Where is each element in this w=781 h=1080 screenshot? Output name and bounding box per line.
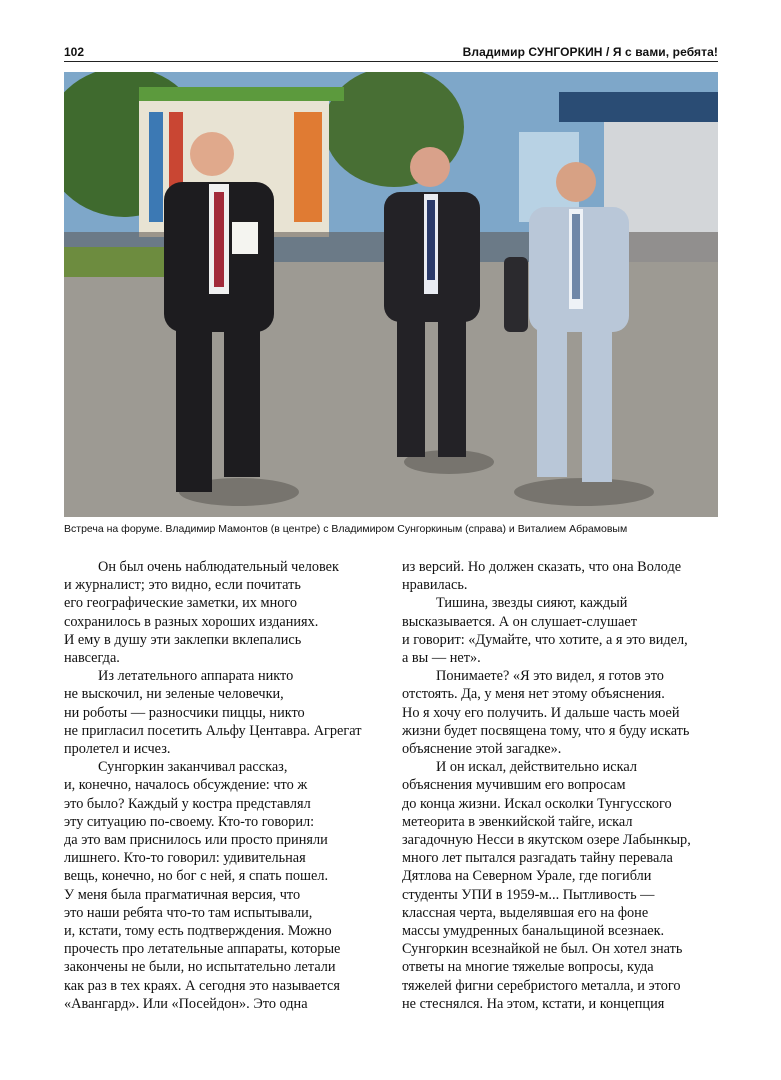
paragraph — [64, 667, 379, 758]
running-title: Владимир СУНГОРКИН / Я с вами, ребята! — [462, 45, 718, 59]
text-line: отстоять. Да, у меня нет этому объяснения. — [402, 686, 665, 703]
text-line: студенты УПИ в 1959-м... Пытливость — — [402, 886, 655, 903]
text-line: жизни будет посвящена тому, что я буду искать — [402, 722, 690, 739]
paragraph — [402, 558, 717, 594]
text-line: И ему в душу эти заклепки вклепались — [64, 631, 302, 648]
text-line: Дятлова на Северном Урале, где погибли — [402, 868, 652, 885]
text-line: его географические заметки, их много — [64, 595, 298, 612]
text-line: загадочную Несси в якутском озере Лабынкыр, — [402, 832, 691, 849]
text-line: ответы на многие тяжелые вопросы, куда — [402, 959, 654, 976]
text-line: как раз в тех краях. А сегодня это называется — [64, 977, 340, 994]
text-line: и журналист; это видно, если почитать — [64, 577, 301, 594]
lawn — [64, 247, 174, 277]
pavilion-roof — [139, 87, 344, 101]
paragraph — [64, 758, 379, 1013]
page-header — [64, 43, 718, 62]
pavilion-stripe-orange — [294, 112, 322, 222]
forum-photo-illustration — [64, 72, 718, 517]
text-line: да это вам приснилось или просто приняли — [64, 832, 328, 849]
paragraph — [402, 758, 717, 1013]
text-line: прочесть про летательные аппараты, которые — [64, 941, 341, 958]
text-line: не выскочил, ни зеленые человечки, — [64, 686, 284, 703]
text-line: лишнего. Кто-то говорил: удивительная — [64, 850, 306, 867]
shadow-right — [514, 478, 654, 506]
text-line: массы умудренных банальщиной всезнаек. — [402, 923, 665, 940]
text-column-left — [64, 558, 379, 1013]
text-line: Сунгоркин заканчивал рассказ, — [98, 759, 288, 776]
text-line: закончены не были, но испытательно летали — [64, 959, 336, 976]
text-line: до конца жизни. Искал осколки Тунгусского — [402, 795, 672, 812]
paragraph — [64, 558, 379, 667]
text-line: классная черта, выделявшая его на фоне — [402, 904, 649, 921]
text-line: Тишина, звезды сияют, каждый — [436, 595, 628, 612]
text-line: не пригласил посетить Альфу Центавра. Агрегат — [64, 722, 362, 739]
text-line: нравилась. — [402, 577, 468, 594]
text-line: вещь, конечно, но бог с ней, я спать пошел. — [64, 868, 329, 885]
text-line: сохранилось в разных хороших изданиях. — [64, 613, 319, 630]
text-line: У меня была прагматичная версия, что — [64, 886, 301, 903]
building-canopy — [559, 92, 718, 122]
text-line: высказывается. А он слушает-слушает — [402, 613, 637, 630]
page-number: 102 — [64, 45, 85, 59]
text-line: и, кстати, тому есть подтверждения. Можно — [64, 923, 332, 940]
text-line: Он был очень наблюдательный человек — [98, 559, 339, 575]
text-line: метеорита в эвенкийской тайге, искал — [402, 813, 633, 830]
text-line: и говорит: «Думайте, что хотите, а я это видел, — [402, 631, 688, 648]
text-line: это было? Каждый у костра представлял — [64, 795, 311, 812]
text-line: эту ситуацию по-своему. Кто-то говорил: — [64, 813, 315, 830]
text-line: это наши ребята что-то там испытывали, — [64, 904, 313, 921]
text-line: объяснения мучившим его вопросам — [402, 777, 626, 794]
text-line: из версий. Но должен сказать, что она Володе — [402, 559, 682, 575]
text-line: тяжелей фигни серебристого металла, и этого — [402, 977, 681, 994]
text-line: не стеснялся. На этом, кстати, и концепция — [402, 995, 665, 1012]
paragraph — [402, 594, 717, 667]
text-line: навсегда. — [64, 650, 120, 667]
text-line: и, конечно, началось обсуждение: что ж — [64, 777, 308, 794]
text-line: И он искал, действительно искал — [436, 759, 637, 776]
text-line: ни роботы — разносчики пиццы, никто — [64, 704, 305, 721]
photo-caption: Встреча на форуме. Владимир Мамонтов (в центре) с Владимиром Сунгоркиным (справа) и Виталием Абрамовым — [64, 523, 628, 535]
text-line: пролетел и исчез. — [64, 741, 171, 758]
text-line: Понимаете? «Я это видел, я готов это — [436, 668, 664, 685]
text-line: Но я хочу его получить. И дальше часть моей — [402, 704, 680, 721]
text-column-right — [402, 558, 717, 1013]
text-line: объяснение этой загадке». — [402, 741, 562, 758]
text-line: Сунгоркин всезнайкой не был. Он хотел знать — [402, 941, 683, 958]
forum-photo — [64, 72, 718, 517]
text-line: а вы — нет». — [402, 650, 481, 667]
paragraph — [402, 667, 717, 758]
text-line: Из летательного аппарата никто — [98, 668, 294, 685]
pavilion-stripe-blue — [149, 112, 163, 222]
text-line: много лет пытался разгадать тайну перевала — [402, 850, 673, 867]
text-line: «Авангард». Или «Посейдон». Это одна — [64, 995, 308, 1012]
